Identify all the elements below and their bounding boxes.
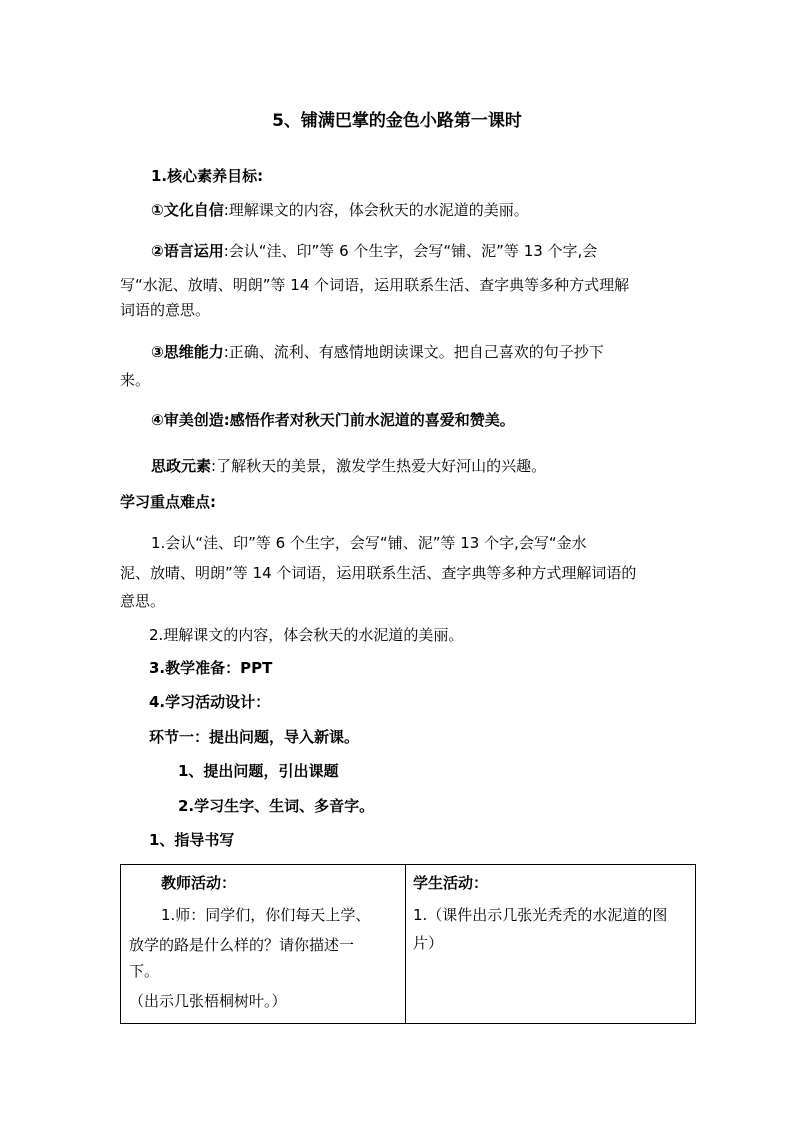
ideology-text: :了解秋天的美景，激发学生热爱大好河山的兴趣。 — [211, 457, 547, 475]
goal-language-line2: 写“水泥、放晴、明朗”等 14 个词语，运用联系生活、查字典等多种方式理解 — [120, 276, 630, 294]
goal-language-label: ②语言运用 — [151, 242, 224, 260]
table-divider — [405, 865, 406, 1023]
goals-heading: 1.核心素养目标: — [151, 167, 264, 185]
goal-language-text: :会认“洼、印”等 6 个生字，会写“铺、泥”等 13 个字,会 — [223, 242, 598, 260]
goal-culture — [151, 200, 529, 220]
goal-culture-text: :理解课文的内容，体会秋天的水泥道的美丽。 — [223, 201, 529, 219]
goal-thinking — [151, 342, 604, 362]
goal-culture-label: ①文化自信 — [151, 201, 224, 219]
prep: 3.教学准备：PPT — [149, 659, 273, 677]
student-heading: 学生活动： — [413, 874, 489, 892]
key-point-1-line3: 意思。 — [120, 592, 166, 610]
step-1: 1、提出问题，引出课题 — [178, 762, 339, 780]
key-points-heading: 学习重点难点: — [120, 493, 216, 511]
activity-table — [120, 864, 696, 1024]
goal-language — [151, 241, 597, 261]
goal-thinking-line2: 来。 — [120, 371, 151, 389]
teacher-line-4: （出示几张梧桐树叶。） — [129, 992, 287, 1010]
ideology — [151, 456, 546, 476]
goal-thinking-label: ③思维能力 — [151, 343, 224, 361]
key-point-1-line2: 泥、放晴、明朗”等 14 个词语，运用联系生活、查字典等多种方式理解词语的 — [120, 564, 637, 582]
goal-language-line3: 词语的意思。 — [120, 301, 211, 319]
page-title: 5、铺满巴掌的金色小路第一课时 — [272, 111, 522, 131]
teacher-line-3: 下。 — [129, 962, 160, 980]
goal-thinking-text: :正确、流利、有感情地朗读课文。把自己喜欢的句子抄下 — [223, 343, 604, 361]
ideology-label: 思政元素 — [151, 457, 212, 475]
student-line-1: 1.（课件出示几张光秃秃的水泥道的图 — [413, 906, 668, 924]
step-3: 1、指导书写 — [149, 831, 235, 849]
goal-aesthetic-label: ④审美创造 — [151, 411, 224, 429]
student-line-2: 片） — [413, 934, 444, 952]
teacher-line-2: 放学的路是什么样的？请你描述一 — [129, 936, 355, 954]
teacher-heading: 教师活动： — [161, 874, 237, 892]
activity-heading: 4.学习活动设计： — [149, 693, 271, 711]
key-point-2: 2.理解课文的内容，体会秋天的水泥道的美丽。 — [149, 626, 464, 644]
stage-1: 环节一：提出问题，导入新课。 — [149, 728, 360, 746]
teacher-line-1: 1.师：同学们，你们每天上学、 — [161, 906, 371, 924]
step-2: 2.学习生字、生词、多音字。 — [178, 797, 375, 815]
goal-aesthetic-text: :感悟作者对秋天门前水泥道的喜爱和赞美。 — [223, 411, 515, 429]
goal-aesthetic — [151, 410, 515, 430]
key-point-1-line1: 1.会认“洼、印”等 6 个生字，会写“铺、泥”等 13 个字,会写“金水 — [151, 534, 587, 552]
